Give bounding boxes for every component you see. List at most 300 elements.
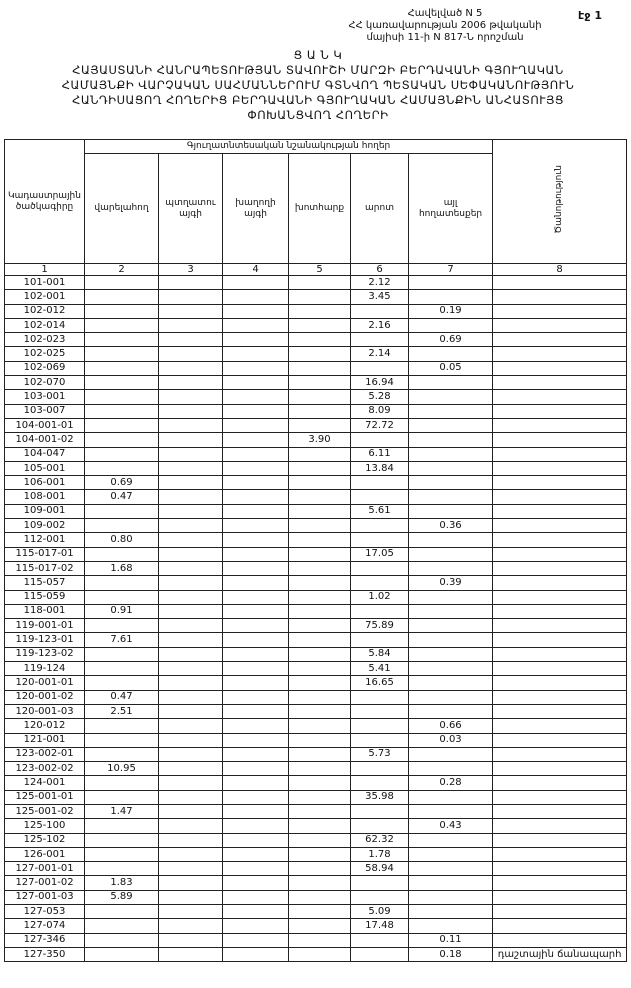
area-cell <box>85 590 159 604</box>
area-cell <box>409 561 493 575</box>
hayfield-header: խոտհարք <box>289 154 351 264</box>
area-cell <box>159 590 223 604</box>
area-cell <box>85 404 159 418</box>
area-cell: 8.09 <box>351 404 409 418</box>
area-cell <box>223 533 289 547</box>
cadastral-code-cell: 127-350 <box>5 947 85 961</box>
area-cell <box>289 604 351 618</box>
cadastral-code-cell: 115-017-02 <box>5 561 85 575</box>
area-cell <box>351 776 409 790</box>
area-cell: 17.05 <box>351 547 409 561</box>
area-cell <box>409 662 493 676</box>
area-cell <box>223 719 289 733</box>
area-cell <box>159 776 223 790</box>
area-cell <box>159 390 223 404</box>
area-cell <box>223 547 289 561</box>
table-row <box>5 862 627 876</box>
area-cell <box>223 647 289 661</box>
area-cell <box>289 504 351 518</box>
area-cell <box>351 690 409 704</box>
note-cell <box>493 619 627 633</box>
area-cell <box>85 676 159 690</box>
area-cell <box>223 676 289 690</box>
area-cell <box>409 833 493 847</box>
area-cell <box>223 590 289 604</box>
area-cell <box>351 819 409 833</box>
area-cell <box>409 690 493 704</box>
area-cell <box>159 876 223 890</box>
area-cell <box>159 619 223 633</box>
area-cell <box>85 361 159 375</box>
note-cell <box>493 662 627 676</box>
note-cell <box>493 361 627 375</box>
table-row <box>5 719 627 733</box>
note-cell <box>493 704 627 718</box>
cadastral-code-cell: 125-001-01 <box>5 790 85 804</box>
cadastral-code-cell: 125-100 <box>5 819 85 833</box>
area-cell: 16.94 <box>351 376 409 390</box>
area-cell <box>223 905 289 919</box>
cadastral-code-cell: 127-346 <box>5 933 85 947</box>
area-cell <box>223 418 289 432</box>
area-cell <box>223 804 289 818</box>
table-row <box>5 376 627 390</box>
area-cell <box>409 433 493 447</box>
area-cell: 6.11 <box>351 447 409 461</box>
area-cell <box>159 919 223 933</box>
cadastral-code-cell: 106-001 <box>5 476 85 490</box>
note-cell <box>493 519 627 533</box>
area-cell: 13.84 <box>351 461 409 475</box>
area-cell: 2.51 <box>85 704 159 718</box>
area-cell <box>223 747 289 761</box>
area-cell <box>351 576 409 590</box>
area-cell: 0.18 <box>409 947 493 961</box>
area-cell <box>409 447 493 461</box>
note-cell <box>493 790 627 804</box>
area-cell <box>289 347 351 361</box>
area-cell <box>159 561 223 575</box>
cadastral-code-cell: 120-001-03 <box>5 704 85 718</box>
table-row <box>5 905 627 919</box>
area-cell <box>351 719 409 733</box>
area-cell: 16.65 <box>351 676 409 690</box>
area-cell <box>409 919 493 933</box>
appendix-label: Հավելված N 5 <box>407 8 483 19</box>
area-cell <box>409 547 493 561</box>
area-cell <box>351 762 409 776</box>
area-cell <box>289 947 351 961</box>
column-number: 6 <box>351 264 409 276</box>
area-cell <box>159 790 223 804</box>
note-cell <box>493 876 627 890</box>
cadastral-code-cell: 127-001-01 <box>5 862 85 876</box>
area-cell <box>85 318 159 332</box>
other-land-header: այլ հողատեսքեր <box>409 154 493 264</box>
note-cell <box>493 347 627 361</box>
area-cell <box>409 590 493 604</box>
area-cell <box>289 776 351 790</box>
table-row <box>5 361 627 375</box>
area-cell: 0.39 <box>409 576 493 590</box>
table-row <box>5 804 627 818</box>
pasture-header: արոտ <box>351 154 409 264</box>
area-cell <box>159 447 223 461</box>
cadastral-code-cell: 127-001-02 <box>5 876 85 890</box>
table-row <box>5 476 627 490</box>
area-cell <box>409 862 493 876</box>
table-row <box>5 418 627 432</box>
area-cell: 62.32 <box>351 833 409 847</box>
area-cell <box>85 376 159 390</box>
area-cell <box>351 947 409 961</box>
cadastral-code-cell: 103-001 <box>5 390 85 404</box>
table-row <box>5 347 627 361</box>
note-cell <box>493 919 627 933</box>
area-cell <box>85 333 159 347</box>
area-cell: 7.61 <box>85 633 159 647</box>
area-cell: 17.48 <box>351 919 409 933</box>
table-row <box>5 933 627 947</box>
note-cell <box>493 690 627 704</box>
cadastral-code-cell: 104-001-02 <box>5 433 85 447</box>
table-row <box>5 290 627 304</box>
area-cell <box>289 290 351 304</box>
area-cell <box>223 819 289 833</box>
area-cell <box>223 376 289 390</box>
cadastral-code-cell: 124-001 <box>5 776 85 790</box>
column-number: 8 <box>493 264 627 276</box>
area-cell <box>223 662 289 676</box>
table-row <box>5 590 627 604</box>
table-row <box>5 447 627 461</box>
area-cell <box>223 633 289 647</box>
cadastral-code-cell: 120-012 <box>5 719 85 733</box>
table-row <box>5 633 627 647</box>
area-cell: 1.83 <box>85 876 159 890</box>
area-cell <box>223 333 289 347</box>
area-cell <box>223 776 289 790</box>
area-cell <box>85 576 159 590</box>
cadastral-code-cell: 109-001 <box>5 504 85 518</box>
area-cell <box>223 304 289 318</box>
area-cell <box>289 561 351 575</box>
area-cell <box>409 376 493 390</box>
title-line: ՓՈԽԱՆՑՎՈՂ ՀՈՂԵՐԻ <box>247 108 389 122</box>
area-cell <box>85 790 159 804</box>
table-row <box>5 747 627 761</box>
area-cell <box>85 776 159 790</box>
cadastral-code-cell: 102-014 <box>5 318 85 332</box>
cadastral-code-cell: 102-023 <box>5 333 85 347</box>
column-number: 1 <box>5 264 85 276</box>
note-cell <box>493 333 627 347</box>
document-header <box>335 8 555 44</box>
area-cell <box>159 418 223 432</box>
table-row <box>5 561 627 575</box>
area-cell <box>289 447 351 461</box>
area-cell <box>159 276 223 290</box>
cadastral-code-cell: 101-001 <box>5 276 85 290</box>
area-cell <box>159 476 223 490</box>
title-line: ՀԱՆԴԻՍԱՑՈՂ ՀՈՂԵՐԻՑ ԲԵՐԴԱՎԱՆԻ ԳՅՈՒՂԱԿԱՆ ՀԱՄԱՅՆՔԻՆ ԱՆՀԱՏՈՒՅՑ <box>72 93 564 107</box>
table-row <box>5 276 627 290</box>
area-cell <box>289 390 351 404</box>
area-cell <box>289 418 351 432</box>
cadastral-code-cell: 102-069 <box>5 361 85 375</box>
area-cell <box>351 804 409 818</box>
cadastral-code-cell: 126-001 <box>5 847 85 861</box>
area-cell <box>223 876 289 890</box>
note-cell <box>493 890 627 904</box>
area-cell <box>85 847 159 861</box>
table-row <box>5 833 627 847</box>
area-cell <box>159 676 223 690</box>
area-cell <box>289 890 351 904</box>
area-cell <box>289 633 351 647</box>
area-cell: 2.12 <box>351 276 409 290</box>
area-cell <box>223 347 289 361</box>
area-cell: 2.14 <box>351 347 409 361</box>
area-cell <box>85 504 159 518</box>
area-cell <box>289 361 351 375</box>
area-cell <box>289 318 351 332</box>
cadastral-code-cell: 119-123-01 <box>5 633 85 647</box>
cadastral-code-cell: 112-001 <box>5 533 85 547</box>
note-cell <box>493 561 627 575</box>
area-cell <box>223 318 289 332</box>
area-cell <box>409 290 493 304</box>
area-cell <box>159 547 223 561</box>
note-cell <box>493 290 627 304</box>
area-cell <box>409 476 493 490</box>
area-cell <box>289 819 351 833</box>
area-cell: 0.11 <box>409 933 493 947</box>
table-row <box>5 690 627 704</box>
area-cell <box>409 490 493 504</box>
cadastral-code-cell: 119-124 <box>5 662 85 676</box>
vineyard-header: խաղողի այգի <box>223 154 289 264</box>
area-cell: 5.89 <box>85 890 159 904</box>
cadastral-code-cell: 115-057 <box>5 576 85 590</box>
area-cell <box>85 733 159 747</box>
area-cell <box>85 418 159 432</box>
area-cell <box>409 604 493 618</box>
area-cell: 0.80 <box>85 533 159 547</box>
area-cell: 0.36 <box>409 519 493 533</box>
area-cell: 3.90 <box>289 433 351 447</box>
table-row <box>5 890 627 904</box>
area-cell <box>223 890 289 904</box>
area-cell <box>223 619 289 633</box>
note-cell <box>493 318 627 332</box>
cadastral-code-header: Կադաստրային ծածկագիրը <box>5 140 85 264</box>
area-cell <box>85 290 159 304</box>
note-cell <box>493 933 627 947</box>
area-cell <box>85 747 159 761</box>
area-cell <box>351 361 409 375</box>
area-cell <box>85 304 159 318</box>
area-cell <box>409 418 493 432</box>
area-cell <box>351 704 409 718</box>
area-cell <box>223 504 289 518</box>
area-cell: 1.78 <box>351 847 409 861</box>
land-register-table <box>4 139 627 962</box>
table-row <box>5 704 627 718</box>
cadastral-code-cell: 102-001 <box>5 290 85 304</box>
table-row <box>5 619 627 633</box>
area-cell: 5.84 <box>351 647 409 661</box>
area-cell <box>351 733 409 747</box>
area-cell <box>159 905 223 919</box>
area-cell <box>289 404 351 418</box>
table-row <box>5 776 627 790</box>
area-cell <box>159 290 223 304</box>
table-row <box>5 662 627 676</box>
area-cell <box>85 461 159 475</box>
area-cell: 5.41 <box>351 662 409 676</box>
cadastral-code-cell: 120-001-02 <box>5 690 85 704</box>
area-cell <box>289 533 351 547</box>
area-cell <box>289 719 351 733</box>
area-cell: 1.02 <box>351 590 409 604</box>
area-cell: 3.45 <box>351 290 409 304</box>
area-cell: 0.05 <box>409 361 493 375</box>
area-cell <box>289 647 351 661</box>
note-cell: դաշտային ճանապարհ <box>493 947 627 961</box>
area-cell <box>159 461 223 475</box>
area-cell <box>289 690 351 704</box>
cadastral-code-cell: 120-001-01 <box>5 676 85 690</box>
note-cell <box>493 676 627 690</box>
cadastral-code-cell: 121-001 <box>5 733 85 747</box>
area-cell <box>409 390 493 404</box>
area-cell <box>289 933 351 947</box>
area-cell <box>351 561 409 575</box>
area-cell <box>351 533 409 547</box>
area-cell <box>351 333 409 347</box>
area-cell <box>223 947 289 961</box>
area-cell <box>223 790 289 804</box>
area-cell <box>289 304 351 318</box>
area-cell <box>289 333 351 347</box>
area-cell <box>289 905 351 919</box>
area-cell <box>289 376 351 390</box>
note-cell <box>493 476 627 490</box>
area-cell <box>85 905 159 919</box>
orchard-header: պտղատու այգի <box>159 154 223 264</box>
title-line: ՀԱՅԱՍՏԱՆԻ ՀԱՆՐԱՊԵՏՈՒԹՅԱՆ ՏԱՎՈՒՇԻ ՄԱՐԶԻ ԲԵՐԴԱՎԱՆԻ ԳՅՈՒՂԱԿԱՆ <box>72 63 564 77</box>
note-cell <box>493 276 627 290</box>
table-row <box>5 519 627 533</box>
area-cell <box>223 576 289 590</box>
note-cell <box>493 576 627 590</box>
table-row <box>5 304 627 318</box>
area-cell <box>409 404 493 418</box>
area-cell <box>409 276 493 290</box>
area-cell: 0.43 <box>409 819 493 833</box>
area-cell <box>351 490 409 504</box>
area-cell: 5.28 <box>351 390 409 404</box>
area-cell <box>159 747 223 761</box>
arable-header: վարելահող <box>85 154 159 264</box>
area-cell <box>159 504 223 518</box>
table-row <box>5 404 627 418</box>
table-row <box>5 847 627 861</box>
cadastral-code-cell: 125-102 <box>5 833 85 847</box>
area-cell <box>159 833 223 847</box>
area-cell <box>159 490 223 504</box>
area-cell <box>85 447 159 461</box>
area-cell: 75.89 <box>351 619 409 633</box>
area-cell <box>159 862 223 876</box>
cadastral-code-cell: 123-002-01 <box>5 747 85 761</box>
area-cell <box>85 647 159 661</box>
note-cell <box>493 747 627 761</box>
area-cell <box>409 633 493 647</box>
table-row <box>5 333 627 347</box>
table-row <box>5 790 627 804</box>
area-cell <box>159 933 223 947</box>
cadastral-code-cell: 102-025 <box>5 347 85 361</box>
area-cell <box>85 933 159 947</box>
area-cell <box>289 590 351 604</box>
note-cell <box>493 447 627 461</box>
area-cell <box>289 833 351 847</box>
area-cell <box>289 762 351 776</box>
area-cell: 2.16 <box>351 318 409 332</box>
area-cell <box>159 318 223 332</box>
note-cell <box>493 833 627 847</box>
area-cell <box>409 461 493 475</box>
area-cell <box>223 519 289 533</box>
note-header <box>493 140 627 264</box>
table-row <box>5 876 627 890</box>
area-cell <box>289 490 351 504</box>
table-row <box>5 318 627 332</box>
area-cell <box>223 690 289 704</box>
area-cell <box>289 476 351 490</box>
area-cell <box>351 933 409 947</box>
area-cell <box>409 347 493 361</box>
note-cell <box>493 862 627 876</box>
area-cell <box>409 804 493 818</box>
area-cell <box>351 876 409 890</box>
note-cell <box>493 304 627 318</box>
area-cell <box>409 533 493 547</box>
note-cell <box>493 847 627 861</box>
area-cell <box>85 662 159 676</box>
area-cell <box>159 433 223 447</box>
area-cell <box>159 662 223 676</box>
note-cell <box>493 647 627 661</box>
table-row <box>5 490 627 504</box>
area-cell <box>159 804 223 818</box>
area-cell <box>85 833 159 847</box>
cadastral-code-cell: 115-059 <box>5 590 85 604</box>
decree-line-2: մայիսի 11-ի N 817-Ն որոշման <box>366 32 524 43</box>
note-cell <box>493 376 627 390</box>
note-cell <box>493 490 627 504</box>
area-cell <box>85 433 159 447</box>
area-cell: 5.73 <box>351 747 409 761</box>
cadastral-code-cell: 104-047 <box>5 447 85 461</box>
area-cell: 0.47 <box>85 490 159 504</box>
column-number: 2 <box>85 264 159 276</box>
area-cell <box>351 433 409 447</box>
table-row <box>5 762 627 776</box>
area-cell <box>159 762 223 776</box>
